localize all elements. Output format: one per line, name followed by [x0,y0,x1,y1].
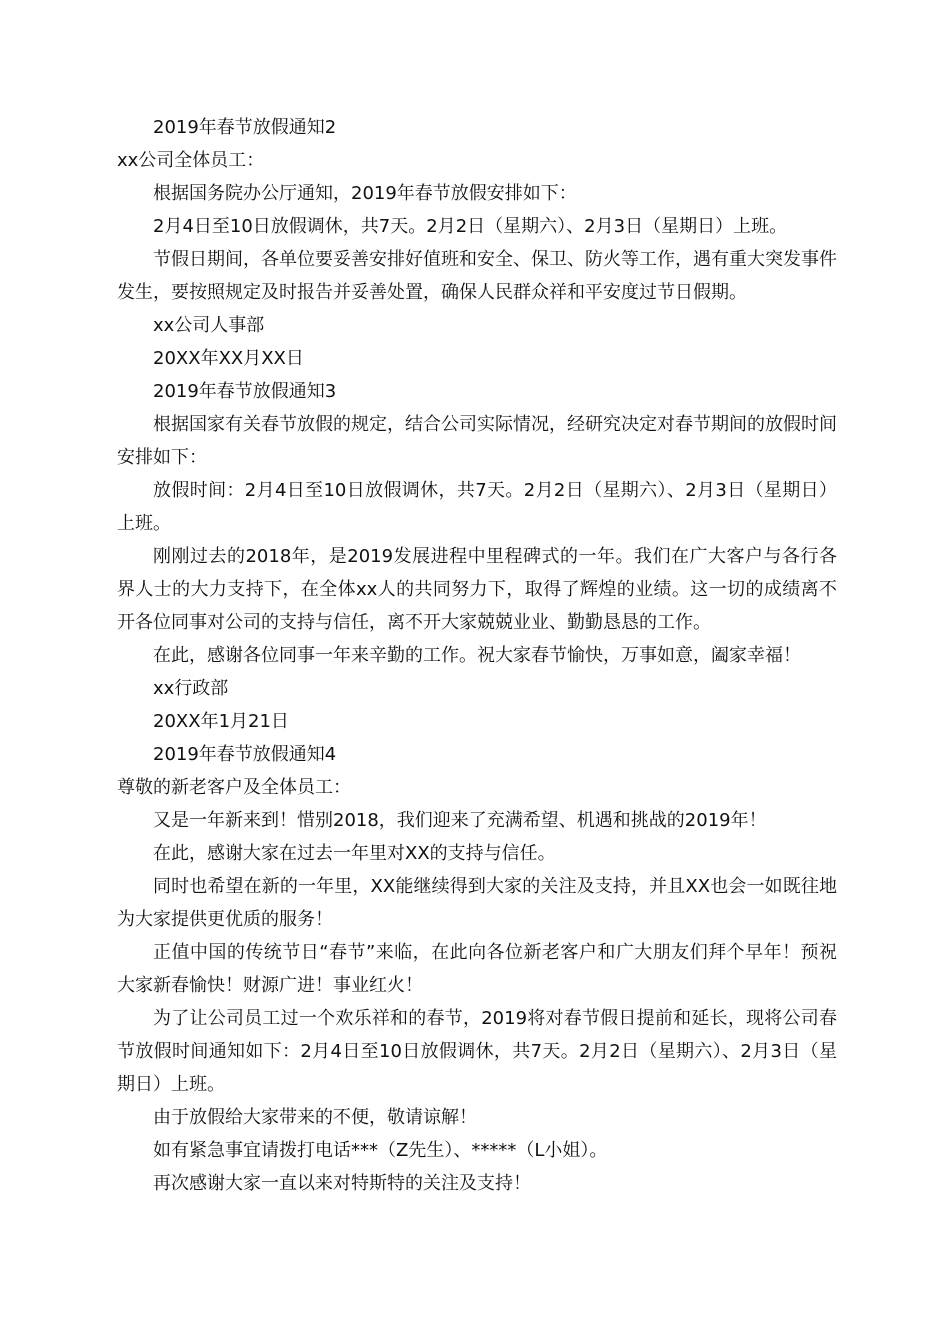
notice-2-signature: xx公司人事部 [153,315,265,336]
notice-2-intro: 根据国务院办公厅通知，2019年春节放假安排如下： [153,183,577,204]
notice-3-schedule: 放假时间：2月4日至10日放假调休，共7天。2月2日（星期六）、2月3日（星期日）上班。 [117,480,837,534]
notice-4-schedule: 为了让公司员工过一个欢乐祥和的春节，2019将对春节假日提前和延长，现将公司春节放假时间通知如下：2月4日至10日放假调休，共7天。2月2日（星期六）、2月3日（星期日）上班。 [117,1008,837,1095]
notice-2-schedule: 2月4日至10日放假调休，共7天。2月2日（星期六）、2月3日（星期日）上班。 [153,216,788,237]
notice-4-closing: 再次感谢大家一直以来对特斯特的关注及支持！ [153,1173,531,1194]
notice-3-date: 20XX年1月21日 [153,711,289,732]
notice-3-title: 2019年春节放假通知3 [153,381,337,402]
notice-2-title: 2019年春节放假通知2 [153,117,337,138]
notice-4-hope: 同时也希望在新的一年里，XX能继续得到大家的关注及支持，并且XX也会一如既往地为大家提供更优质的服务！ [117,876,837,930]
notice-4-new-year: 又是一年新来到！惜别2018，我们迎来了充满希望、机遇和挑战的2019年！ [153,810,767,831]
notice-4-apology: 由于放假给大家带来的不便，敬请谅解！ [153,1107,477,1128]
notice-4-thanks: 在此，感谢大家在过去一年里对XX的支持与信任。 [153,843,556,864]
notice-3-thanks: 在此，感谢各位同事一年来辛勤的工作。祝大家春节愉快，万事如意，阖家幸福！ [153,645,801,666]
notice-2-salutation: xx公司全体员工： [117,150,265,171]
notice-2-duty-paragraph: 节假日期间，各单位要妥善安排好值班和安全、保卫、防火等工作，遇有重大突发事件发生，要按照规定及时报告并妥善处置，确保人民群众祥和平安度过节日假期。 [117,249,837,303]
notice-2-date: 20XX年XX月XX日 [153,348,304,369]
notice-3-review-paragraph: 刚刚过去的2018年，是2019发展进程中里程碑式的一年。我们在广大客户与各行各界人士的大力支持下，在全体xx人的共同努力下，取得了辉煌的业绩。这一切的成绩离不开各位同事对公司的支持与信任，离不开大家兢兢业业、勤勤恳恳的工作。 [117,546,837,633]
notice-3-intro: 根据国家有关春节放假的规定，结合公司实际情况，经研究决定对春节期间的放假时间安排如下： [117,414,837,468]
notice-4-contact: 如有紧急事宜请拨打电话***（Z先生）、*****（L小姐）。 [153,1140,608,1161]
notice-4-title: 2019年春节放假通知4 [153,744,337,765]
notice-4-greeting: 正值中国的传统节日“春节”来临，在此向各位新老客户和广大朋友们拜个早年！预祝大家新春愉快！财源广进！事业红火！ [117,942,837,996]
document-body [117,111,837,1200]
notice-3-signature: xx行政部 [153,678,229,699]
notice-4-salutation: 尊敬的新老客户及全体员工： [117,777,351,798]
